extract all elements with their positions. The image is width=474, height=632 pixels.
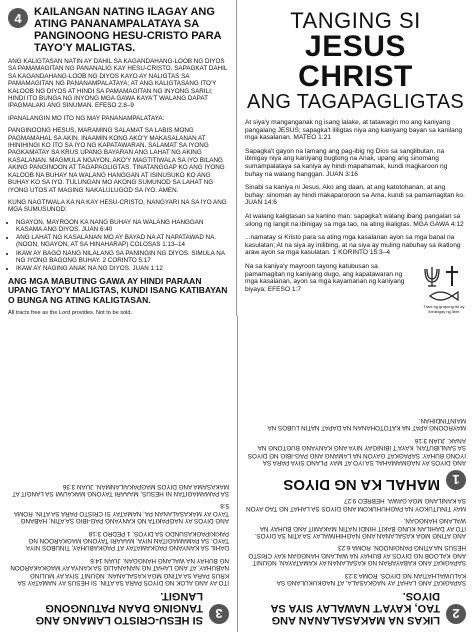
good-works-statement: ANG MGA MABUTING GAWA AY HINDI PARAAN UPANG TAYO'Y MALIGTAS, KUNDI ISANG KATIBAYAN O BUNGA NG ATING KALIGTASAN. xyxy=(8,276,228,305)
paragraph: MAY TINUTUKOY NA PAGHUHUKOM ANG DIYOS SA LAHAT NG TAO AYON SA KANILANG MGA GAWA. HEBREO 9:27 xyxy=(246,497,466,512)
section-1-header xyxy=(246,470,466,492)
scripture-paragraph: ...namatay si Kristo para sa ating mga kasalanan ayon sa mga banal na kasulatan; At na siya ay inilibing, at na siya ay muling nabuhay sa ikatlong araw ayon sa mga kasulatan. 1 KORINTO 15:3–4 xyxy=(245,234,461,257)
paragraph: ANG KALIGTASAN NATIN AY DAHIL SA KAGANDAHANG-LOOB NG DIYOS SA PAMAMAGITAN NG PANANALIG KAY HESU-CRISTO. SAPAGKAT DAHIL SA KAGANDAHANG-LOOB NG DIYOS KAYO AY NALIGTAS SA PAMAMAGITAN NG PANANAMPALATAYA; AT ANG KALIGTASANG ITO'Y KALOOB NG DIYOS AT HINDI SA PAMAMAGITAN NG INYONG SARILI; HINDI ITO BUNGA NG INYONG MGA GAWA KAYA'T WALANG DAPAT IPAGMALAKI ANG SINUMAN. EFESO 2:8–9 xyxy=(8,58,228,110)
section-2-column xyxy=(237,316,474,632)
section-3-column xyxy=(0,316,237,632)
paragraph: ANG ATING MGA KASALANAN ANG NAGHIHIWALAY SA ATIN SA DIYOS. ITO AY DAHILAN KUNG BAKIT HINDI NATIN MAKAMIT ANG BUHAY NA WALANG HANGGAN. xyxy=(254,517,466,539)
section-3-heading: SI HESU-CRISTO LAMANG ANG TANGING DAAN PATUNGONG LANGIT. xyxy=(35,590,203,626)
title-line-1: TANGING SI xyxy=(290,8,421,33)
paragraph: SAPAGKAT ANG KABAYARAN NG KASALANAN AY KAMATAYAN, NGUNIT ANG KALOOB NG DIYOS AY BUHAY NA WALANG HANGGAN KAY CRISTO HESUS NA ATING PANGINOON. ROMA 6:23 xyxy=(248,544,466,567)
section-number-badge: 4 xyxy=(8,8,28,28)
paragraph: MAYROONG APAT NA KATOTOHANAN NA DAPAT NATIN LUBOS NA MAINTINDIHAN. xyxy=(267,416,466,432)
section-4-heading: KAILANGAN NATING ILAGAY ANG ATING PANANAMPALATAYA SA PANGINOONG HESU-CRISTO PARA TAYO'Y MALIGTAS. xyxy=(34,6,222,54)
list-item: • ANG LAHAT NG KASALANAN MO AY BAYAD NA AT NAPATAWAD NA. (NOON, NGAYON, AT SA HINAHARAP) COLOSAS 1:13–14 xyxy=(16,234,228,248)
emblem xyxy=(422,263,466,314)
assurance-list xyxy=(8,219,228,272)
section-number-badge: 1 xyxy=(446,470,466,490)
list-item: • NGAYON, MAYROON KA NANG BUHAY NA WALANG HANGGAN KASAMA ANG DIYOS. JUAN 6:40 xyxy=(16,219,228,233)
section-2-heading: LIKAS NA MAKASALANAN ANG TAO, KAYA'T NAWALAY SIYA SA DIYOS. xyxy=(270,590,440,626)
section-number-badge: 2 xyxy=(446,604,466,624)
scripture-paragraph: Sapagka't gayon na lamang ang pag-ibig ng Dios sa sanglibutan, na ibinigay niya ang kaniyang bugtong na Anak, upang ang sinomang sumampalataya sa kaniya ay hindi mapahamak, kundi magkaroon ng buhay na walang hanggan. JUAN 3:16 xyxy=(245,147,448,178)
paragraph: ANG DIYOS AY NAGMAMAHAL SA IYO AT MAY PLANO SIYA PARA SA IYONG BUHAY. SAPAGKAT GAYON NA LAMANG ANG PAG-IBIG NG DIYOS SA SANLIBUTAN, KAYA'T IBINIGAY NIYA ANG KANYANG BUGTONG NA ANAK. JUAN 3:16 xyxy=(247,436,466,466)
scripture-paragraph: Sinabi sa kaniya ni Jesus, Ako ang daan, at ang katotohanan, at ang buhay: sinoman ay hindi makaparoroon sa Ama, kundi sa pamamagitan ko. JUAN 14:6 xyxy=(245,184,465,207)
paragraph: ITO AY ANG ALOK NG DIYOS PARA SA ATIN. SI HESUS AY NAMATAY SA KRUS PARA SA ATING MGA KASALANAN. NGUNIT SIYA AY MULING NABUHAY, AT ANG LAHAT NG NANANALIG SA KANYA AY MAGKAKAROON NG BUHAY NA WALANG HANGGAN. JUAN 14:6 xyxy=(10,556,229,586)
tract-title xyxy=(245,10,466,113)
section-4-column xyxy=(0,0,237,316)
list-item: • IKAW AY NAGING ANAK NA NG DIYOS. JUAN 1:12 xyxy=(16,265,228,272)
menorah-cross-fish-icon xyxy=(424,263,464,303)
title-line-2: JESUS CHRIST xyxy=(298,30,413,93)
scripture-paragraph: At walang kaligtasan sa kanino man: sapagka't walang ibang pangalan sa silong ng langit na ibinigay sa mga tao, na ating ikaligtas. MGA GAWA 4:12 xyxy=(245,212,464,228)
prayer-paragraph: PANGINOONG HESUS, MARAMING SALAMAT SA LABIS MONG PAGMAMAHAL SA AKIN. INAAMIN KONG AKO'Y MAKASALANAN AT IHINIHINGI KO ITO SA IYO NG KAPATAWARAN. SALAMAT SA IYONG PAGKAMATAY SA KRUS UPANG BAYARAN ANG LAHAT NG AKING KASALANAN. MAGMULA NGAYON, AKO'Y MAGTITIWALA SA IYO BILANG AKING PANGINOON AT TAGAPAGLIGTAS. TINATANGGAP KO ANG IYONG KALOOB NA BUHAY NA WALANG HANGGAN AT ISINUSUKO KO ANG BUHAY KO SA IYO. TULUNGAN MO AKONG SUMUNOD SA LAHAT NG IYONG UTOS AT MAGING NAKALULUGOD SA IYO. AMEN. xyxy=(8,127,225,194)
section-number-badge: 3 xyxy=(209,604,229,624)
bottom-half-inverted xyxy=(0,316,474,632)
paragraph: ANG DIYOS AY NAGPAKITA NG KANYANG PAG-IBIG SA ATIN; HABANG TAYO AY MAKASALANAN PA, NAMATAY SI CRISTO PARA SA ATIN. ROMA 5:8 xyxy=(14,502,229,525)
section-2-header xyxy=(246,590,466,626)
paragraph: IPANALANGIN MO ITO NG MAY PANANAMPALATAYA: xyxy=(8,114,165,122)
section-3-header xyxy=(8,590,229,626)
list-item: • IKAW AY BAGO NANG NILALANG SA PANINGIN NG DIYOS. SIMULA NA NG IYONG BAGONG BUHAY. 2 CORINTO 5:17 xyxy=(16,250,228,264)
section-1-heading: MAHAL KA NG DIYOS xyxy=(283,475,440,493)
paragraph: SA PAMAMAGITAN NI HESUS, MAAARI TAYONG MAKAUWI SA LANGIT AT MAKASAMA ANG DIYOS MAGPAKAILANMAN. JUAN 3:36 xyxy=(12,482,229,497)
title-column xyxy=(237,0,474,316)
free-tract-note: All tracts free as the Lord provides. Not to be sold. xyxy=(8,310,133,316)
paragraph: SAPAGKAT ANG LAHAT AY NAGKASALA, AT NAGKUKULANG SA KALUWALHATIAN NG DIYOS. ROMA 3:23 xyxy=(277,571,466,586)
scripture-paragraph: At siya'y manganganak ng isang lalake, at tatawagin mo ang kaniyang pangalang JESUS; sapagka't ililigtas niya ang kaniyang bayan sa kanilang mga kasalanan. MATEO 1:21 xyxy=(245,119,463,142)
scripture-paragraph: Na sa kaniya'y mayroon tayong katubusan sa pamamagitan ng kaniyang dugo, ang kapatawaran ng mga kasalanan, ayon sa mga kayamanan ng kaniyang biyaya; EFESO 1:7 xyxy=(245,262,405,293)
last-row xyxy=(245,263,466,314)
paragraph: KUNG NAGTIWALA KA NA KAY HESU-CRISTO, NANGYARI NA SA IYO ANG MGA SUMUSUNOD: xyxy=(8,198,227,214)
emblem-caption: Tract ng grupong ito ay ibinibigay ng libre xyxy=(423,303,465,314)
title-line-3: ANG TAGAPAGLIGTAS xyxy=(246,91,464,113)
paragraph: DAHIL SA KANYANG PAGKAMATAY AT PAGKABUHAY, TINUBOS NIYA TAYO. SA PAMAMAGITAN NIYA, MAAARI TAYONG MAGKAROON NG PAKIKIPAGKASUNDO SA DIYOS. 1 PEDRO 3:18 xyxy=(26,529,229,552)
section-4-header xyxy=(8,6,228,54)
